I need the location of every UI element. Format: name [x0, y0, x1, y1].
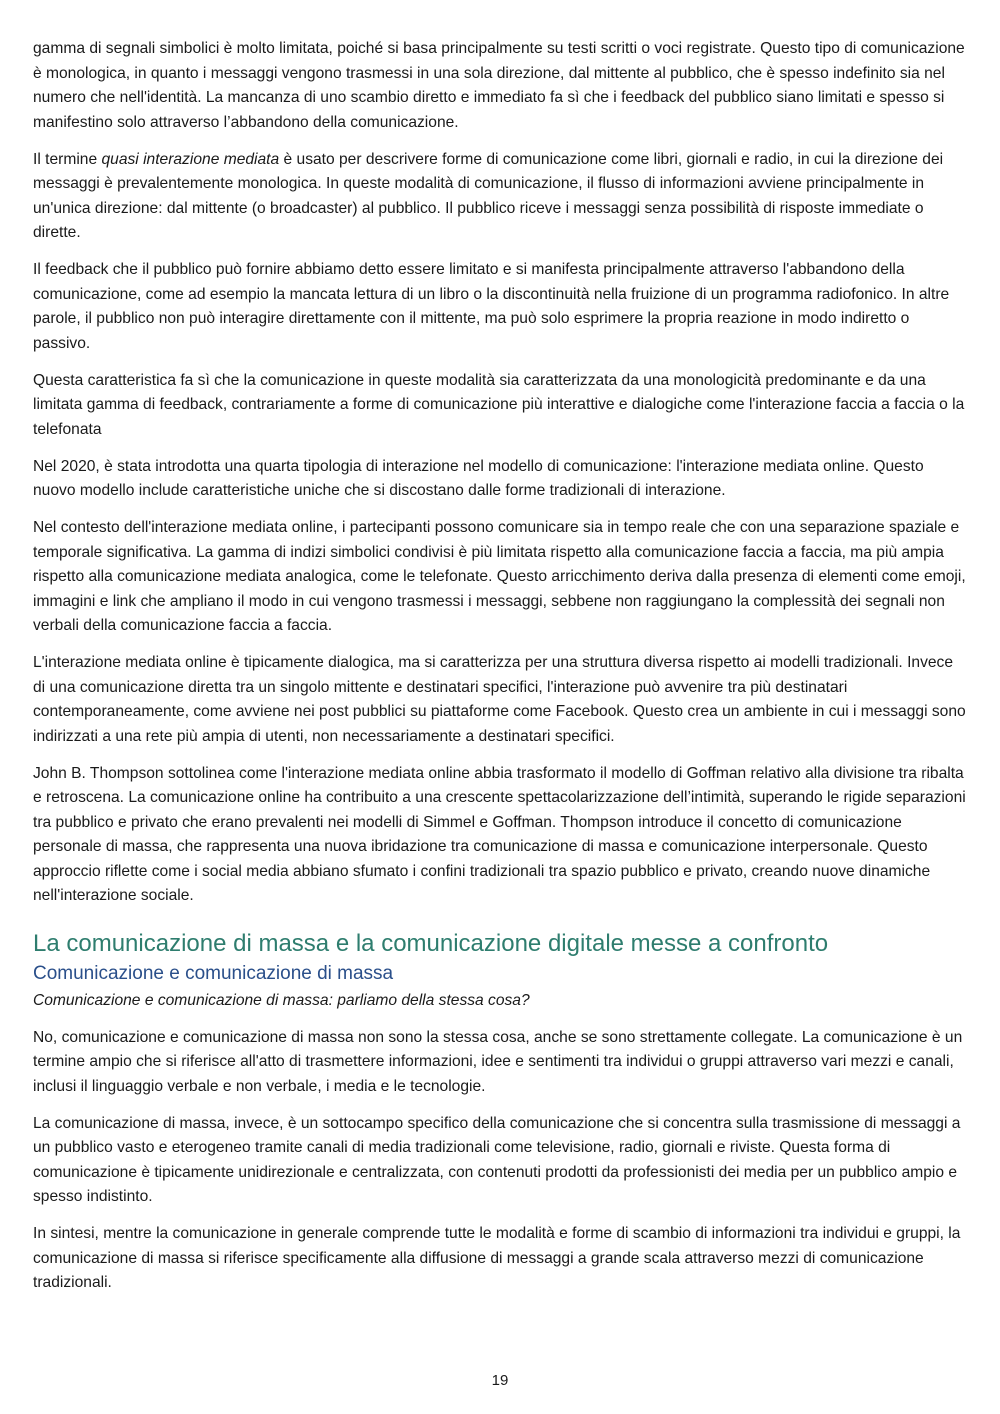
- paragraph-monologicita: Questa caratteristica fa sì che la comunicazione in queste modalità sia caratterizzata da una monologicità predominante e da una limitata gamma di feedback, contrariamente a forme di comunicazione più interattive e dialogiche come l'interazione faccia a faccia o la telefonata: [33, 371, 965, 438]
- page-number: 19: [491, 1372, 509, 1389]
- paragraph-text: è usato per descrivere forme di comunicazione come libri, giornali e radio, in cui la direzione dei messaggi è prevalentemente monologica. In queste modalità di comunicazione, il flusso di informazioni avviene principalmente in un'unica direzione: dal mittente (o broadcaster) al pubblico. Il pubblico riceve i messaggi senza possibilità di risposte immediate o dirette.: [33, 150, 944, 241]
- paragraph-continuation: gamma di segnali simbolici è molto limitata, poiché si basa principalmente su testi scritti o voci registrate. Questo tipo di comunicazione è monologica, in quanto i messaggi vengono trasmessi in una sola direzione, dal mittente al pubblico, che è spesso indefinito sia nel numero che nell'identità. La mancanza di uno scambio diretto e immediato fa sì che i feedback del pubblico siano limitati e spesso si manifestino solo attraverso l’abbandono della comunicazione.: [33, 40, 965, 131]
- paragraph-comunicazione: No, comunicazione e comunicazione di massa non sono la stessa cosa, anche se sono strettamente collegate. La comunicazione è un termine ampio che si riferisce all'atto di trasmettere informazioni, idee e sentimenti tra individui o gruppi attraverso vari mezzi e canali, inclusi il linguaggio verbale e non verbale, i media e le tecnologie.: [33, 1028, 963, 1095]
- emphasis-term: quasi interazione mediata: [101, 150, 280, 168]
- subsection-question: Comunicazione e comunicazione di massa: parliamo della stessa cosa?: [33, 991, 530, 1009]
- paragraph-thompson: John B. Thompson sottolinea come l'interazione mediata online abbia trasformato il modello di Goffman relativo alla divisione tra ribalta e retroscena. La comunicazione online ha contribuito a una crescente spettacolarizzazione dell’intimità, superando le rigide separazioni tra pubblico e privato che erano prevalenti nei modelli di Simmel e Goffman. Thompson introduce il concetto di comunicazione personale di massa, che rappresenta una nuova ibridazione tra comunicazione di massa e comunicazione interpersonale. Questo approccio riflette come i social media abbiano sfumato i confini tradizionali tra spazio pubblico e privato, creando nuove dinamiche nell'interazione sociale.: [33, 764, 966, 904]
- paragraph-comunicazione-di-massa: La comunicazione di massa, invece, è un sottocampo specifico della comunicazione che si concentra sulla trasmissione di messaggi a un pubblico vasto e eterogeneo tramite canali di media tradizionali come televisione, radio, giornali e riviste. Questa forma di comunicazione è tipicamente unidirezionale e centralizzata, con contenuti prodotti da professionisti dei media per un pubblico ampio e spesso indistinto.: [33, 1114, 961, 1205]
- paragraph-nel-2020: Nel 2020, è stata introdotta una quarta tipologia di interazione nel modello di comunicazione: l'interazione mediata online. Questo nuovo modello include caratteristiche uniche che si discostano dalle forme tradizionali di interazione.: [33, 457, 924, 499]
- paragraph-feedback: Il feedback che il pubblico può fornire abbiamo detto essere limitato e si manifesta principalmente attraverso l'abbandono della comunicazione, come ad esempio la mancata lettura di un libro o la discontinuità nella fruizione di un programma radiofonico. In altre parole, il pubblico non può interagire direttamente con il mittente, ma può solo esprimere la propria reazione in modo indiretto o passivo.: [33, 261, 950, 352]
- subsection-heading: Comunicazione e comunicazione di massa: [33, 962, 394, 984]
- paragraph-dialogica: L'interazione mediata online è tipicamente dialogica, ma si caratterizza per una struttura diversa rispetto ai modelli tradizionali. Invece di una comunicazione diretta tra un singolo mittente e destinatari specifici, l'interazione può avvenire tra più destinatari contemporaneamente, come avviene nei post pubblici su piattaforme come Facebook. Questo crea un ambiente in cui i messaggi sono indirizzati a una rete più ampia di utenti, non necessariamente a destinatari specifici.: [33, 654, 966, 745]
- paragraph-text: Il termine: [33, 150, 102, 168]
- section-heading: La comunicazione di massa e la comunicazione digitale messe a confronto: [33, 929, 829, 957]
- paragraph-sintesi: In sintesi, mentre la comunicazione in generale comprende tutte le modalità e forme di scambio di informazioni tra individui e gruppi, la comunicazione di massa si riferisce specificamente alla diffusione di messaggi a grande scala attraverso mezzi di comunicazione tradizionali.: [33, 1225, 961, 1291]
- paragraph-interazione-online: Nel contesto dell'interazione mediata online, i partecipanti possono comunicare sia in tempo reale che con una separazione spaziale e temporale significativa. La gamma di indizi simbolici condivisi è più limitata rispetto alla comunicazione faccia a faccia, ma più ampia rispetto alla comunicazione mediata analogica, come le telefonate. Questo arricchimento deriva dalla presenza di elementi come emoji, immagini e link che ampliano il modo in cui vengono trasmessi i messaggi, sebbene non raggiungano la complessità dei segnali non verbali della comunicazione faccia a faccia.: [33, 519, 966, 634]
- paragraph-quasi-interazione: [33, 148, 967, 246]
- document-page: [33, 37, 967, 1308]
